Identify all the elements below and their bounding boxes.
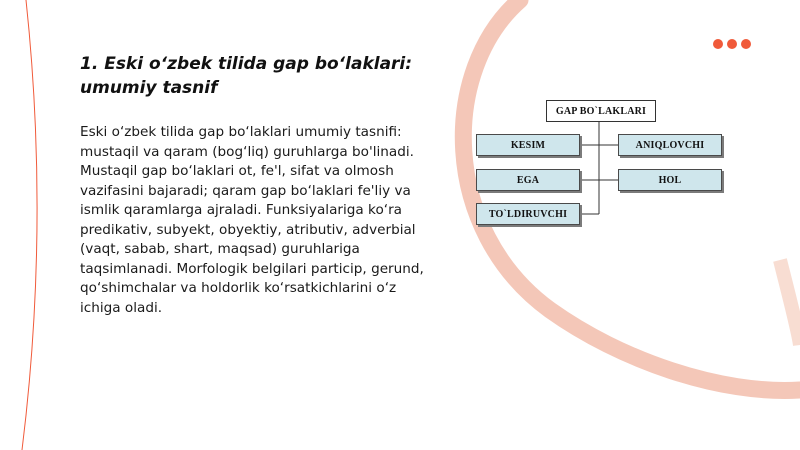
decorative-arc-right	[780, 260, 800, 345]
dot	[741, 39, 751, 49]
diagram-box-aniqlovchi: ANIQLOVCHI	[618, 134, 722, 156]
diagram-box-toldiruvchi: TO`LDIRUVCHI	[476, 203, 580, 225]
diagram-box-ega: EGA	[476, 169, 580, 191]
ellipsis-icon[interactable]	[713, 39, 751, 49]
dot	[713, 39, 723, 49]
slide-body-text: Eski o‘zbek tilida gap bo‘laklari umumiy tasnifi: mustaqil va qaram (bog‘liq) guruhlarga bo'linadi. Mustaqil gap bo‘laklari ot, fe'l, sifat va olmosh vazifasini bajaradi; qaram gap bo‘laklari fe'liy va ismlik qaramlarga ajraladi. Funksiyalariga ko‘ra predikativ, subyekt, obyektiy, atributiv, adverbial (vaqt, sabab, shart, maqsad) guruhlariga taqsimlanadi. Morfologik belgilari particip, gerund, qo‘shimchalar va holdorlik ko‘rsatkichlarini o‘z ichiga oladi.	[80, 124, 424, 316]
left-curve-line	[22, 0, 37, 450]
slide-title: 1. Eski o‘zbek tilida gap bo‘laklari: umumiy tasnif	[80, 54, 413, 98]
sentence-parts-diagram	[474, 97, 726, 227]
diagram-root-box: GAP BO`LAKLARI	[546, 100, 656, 122]
diagram-box-hol: HOL	[618, 169, 722, 191]
diagram-box-kesim: KESIM	[476, 134, 580, 156]
dot	[727, 39, 737, 49]
